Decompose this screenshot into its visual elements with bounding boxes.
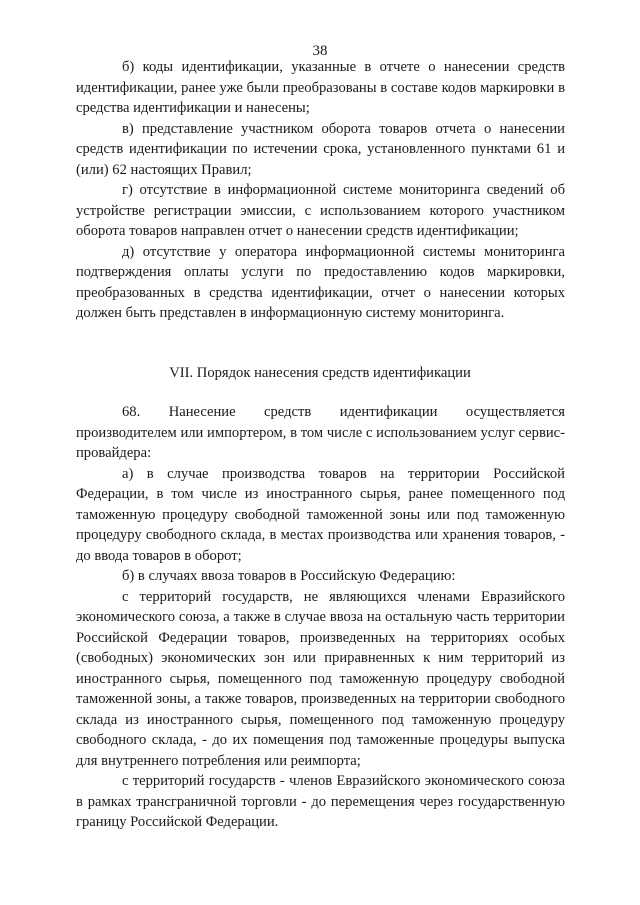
item-68-paragraph: 68. Нанесение средств идентификации осуществляется производителем или импортером, в том числе с использованием услуг сервис-провайдера:	[76, 404, 565, 461]
clause-g-paragraph: г) отсутствие в информационной системе мониторинга сведений об устройстве регистрации эмиссии, с использованием которого участником оборота товаров направлен отчет о нанесении средств идентификации;	[76, 182, 565, 239]
clause-list-block	[76, 57, 565, 324]
page-number: 38	[312, 43, 328, 59]
clause-b-paragraph: б) коды идентификации, указанные в отчете о нанесении средств идентификации, ранее уже были преобразованы в составе кодов маркировки в средства идентификации и нанесены;	[76, 59, 565, 116]
import-eaeu-paragraph: с территорий государств - членов Евразийского экономического союза в рамках трансграничной торговли - до перемещения через государственную границу Российской Федерации.	[76, 773, 565, 830]
import-non-eaeu-paragraph: с территорий государств, не являющихся членами Евразийского экономического союза, а также в случае ввоза на остальную часть территории Российской Федерации товаров, произведенных на территориях особых (свободных) экономических зон или приравненных к ним территорий из иностранного сырья, помещенного под таможенную процедуру свободной таможенной зоны, а также товаров, произведенных на территории свободного склада из иностранного сырья, помещенного под таможенную процедуру свободного склада, - до их помещения под таможенные процедуры выпуска для внутреннего потребления или реимпорта;	[76, 588, 565, 769]
subitem-b-paragraph: б) в случаях ввоза товаров в Российскую Федерацию:	[122, 568, 456, 584]
subitem-a-paragraph: а) в случае производства товаров на территории Российской Федерации, в том числе из иностранного сырья, ранее помещенного под таможенную процедуру свободной таможенной зоны или под таможенную процедуру свободного склада, в местах производства или хранения товаров, - до ввода товаров в оборот;	[76, 465, 565, 564]
clause-d-paragraph: д) отсутствие у оператора информационной системы мониторинга подтверждения оплаты услуги по предоставлению кодов маркировки, преобразованных в средства идентификации, отчет о нанесении которых должен быть представлен в информационную систему мониторинга.	[76, 243, 565, 321]
section-heading: VII. Порядок нанесения средств идентификации	[169, 365, 471, 381]
clause-v-paragraph: в) представление участником оборота товаров отчета о нанесении средств идентификации по истечении срока, установленного пунктами 61 и (или) 62 настоящих Правил;	[76, 120, 565, 178]
section-body-block	[76, 402, 565, 833]
